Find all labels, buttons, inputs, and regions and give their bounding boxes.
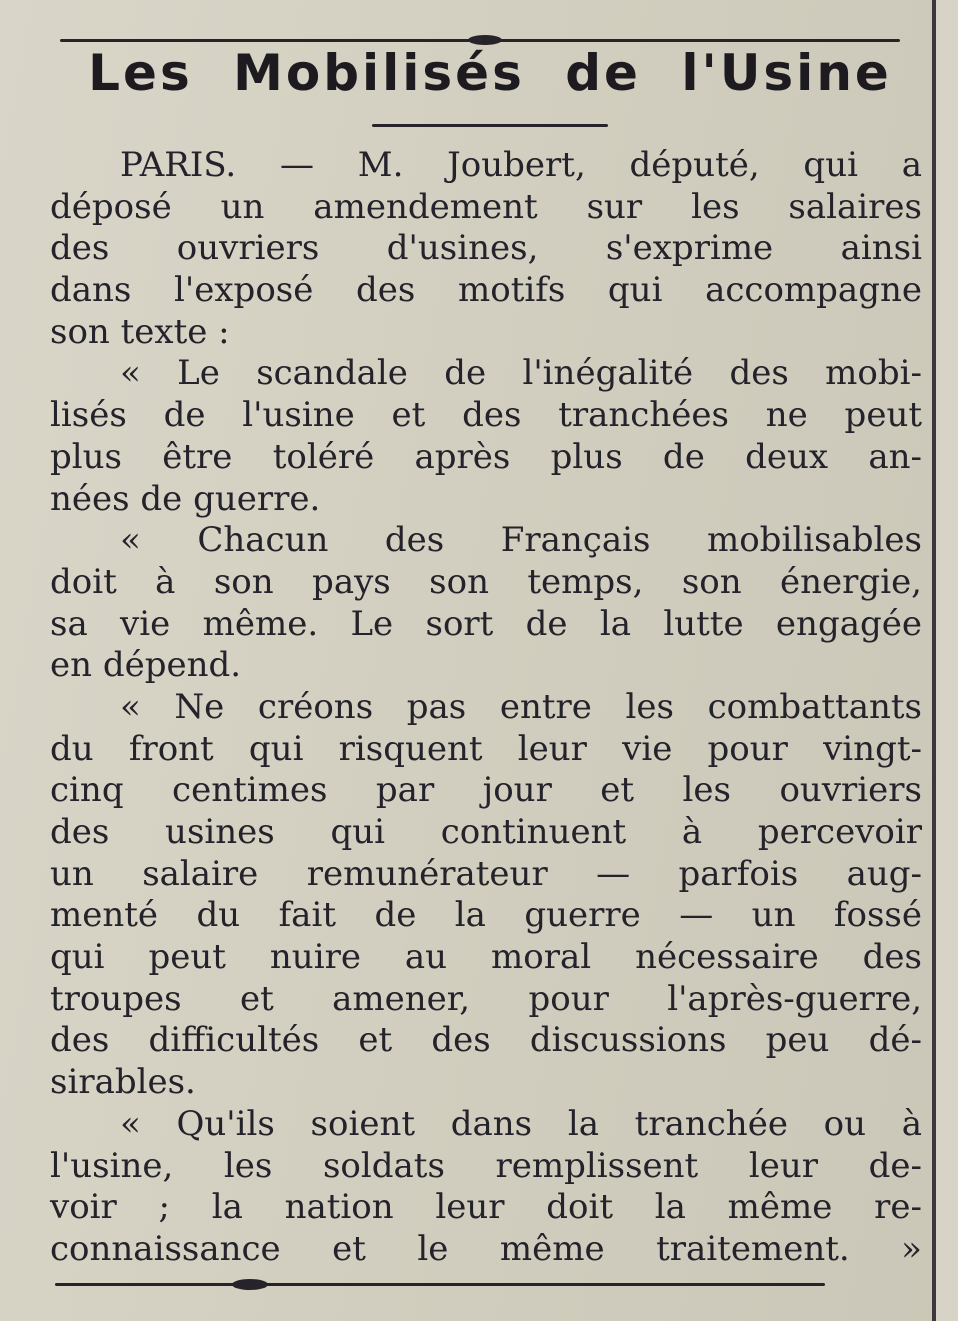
page-margin: [936, 0, 958, 1321]
text-line: sa vie même. Le sort de la lutte engagée: [50, 603, 922, 644]
text-line: dans l'exposé des motifs qui accompagne: [50, 270, 922, 311]
text-line: PARIS. — M. Joubert, député, qui a: [120, 145, 922, 185]
text-line: l'usine, les soldats remplissent leur de-: [50, 1145, 922, 1186]
text-line: plus être toléré après plus de deux an-: [50, 436, 922, 477]
text-line: du front qui risquent leur vie pour vingt-: [50, 728, 922, 769]
text-line: un salaire remunérateur — parfois aug-: [50, 853, 922, 894]
bottom-rule-ornament: [232, 1279, 268, 1290]
text-line: « Qu'ils soient dans la tranchée ou à: [120, 1103, 922, 1144]
text-line: lisés de l'usine et des tranchées ne peut: [50, 395, 922, 436]
article-title: Les Mobilisés de l'Usine: [88, 44, 892, 102]
text-line: sirables.: [50, 1062, 196, 1103]
text-line: doit à son pays son temps, son énergie,: [50, 561, 922, 602]
text-line: des ouvriers d'usines, s'exprime ainsi: [50, 228, 922, 269]
text-line: des usines qui continuent à percevoir: [50, 812, 922, 852]
text-line: son texte :: [50, 311, 230, 352]
text-line: menté du fait de la guerre — un fossé: [50, 895, 922, 936]
text-line: troupes et amener, pour l'après-guerre,: [50, 978, 922, 1019]
text-line: déposé un amendement sur les salaires: [50, 186, 922, 227]
text-line: connaissance et le même traitement. »: [50, 1228, 922, 1269]
text-line: des difficultés et des discussions peu dé-: [50, 1020, 922, 1061]
title-underline: [372, 124, 608, 127]
bottom-rule: [55, 1283, 825, 1286]
text-line: « Chacun des Français mobilisables: [120, 520, 922, 561]
text-line: nées de guerre.: [50, 478, 321, 519]
text-line: en dépend.: [50, 645, 242, 686]
article-body: [50, 145, 922, 1271]
text-line: qui peut nuire au moral nécessaire des: [50, 937, 922, 978]
text-line: « Le scandale de l'inégalité des mobi-: [120, 353, 922, 394]
text-line: « Ne créons pas entre les combattants: [120, 686, 922, 727]
text-line: cinq centimes par jour et les ouvriers: [50, 770, 922, 811]
text-line: voir ; la nation leur doit la même re-: [50, 1187, 922, 1228]
